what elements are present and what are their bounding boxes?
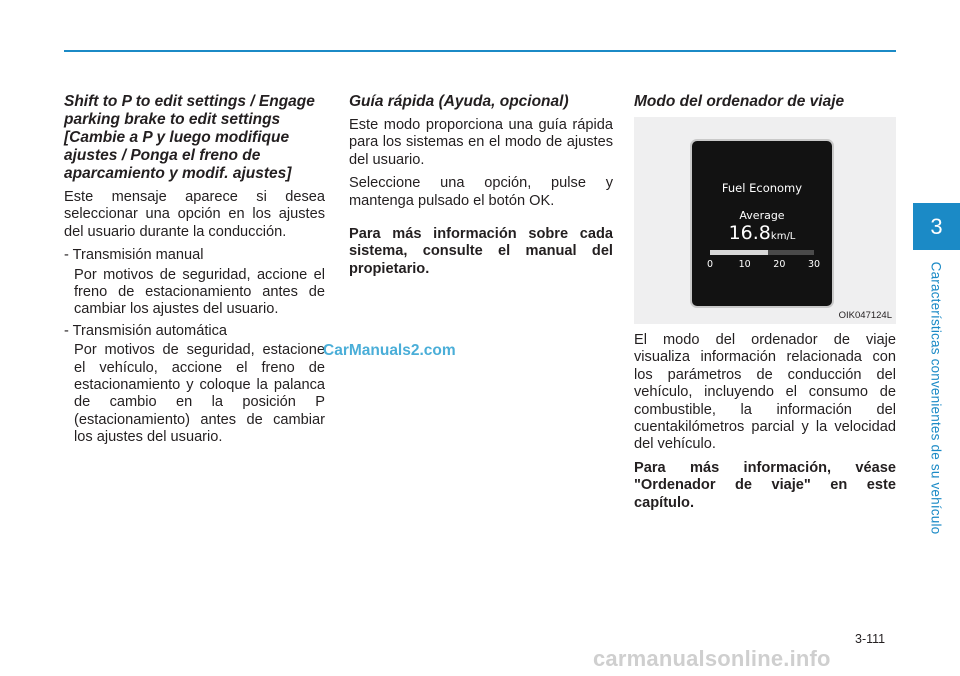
economy-bar-fill [710,250,768,255]
section-heading-quick-guide: Guía rápida (Ayuda, opcional) [349,93,569,110]
scale-tick-label: 10 [738,259,751,270]
manual-transmission-text: Por motivos de seguridad, accione el freno de estacionamiento antes de cambiar los ajustes del usuario. [74,266,325,318]
scale-tick-label: 0 [706,259,714,270]
section-heading-edit-settings: Shift to P to edit settings / Engage parking brake to edit settings [Cambie a P y luego modifique ajustes / Ponga el freno de aparcamiento y modif. ajustes] [64,93,315,182]
display-value: 16.8 [728,222,771,244]
column-3 [634,93,896,518]
paragraph-quick-guide: Este modo proporciona una guía rápida para los sistemas en el modo de ajustes del usuario. [349,117,613,168]
paragraph-more-info: Para más información sobre cada sistema, consulte el manual del propietario. [349,226,613,277]
column-1 [64,93,325,451]
paragraph-select-option: Seleccione una opción, pulse y mantenga pulsado el botón OK. [349,175,613,209]
scale-tick-label: 20 [773,259,786,270]
site-watermark: CarManuals2.com [323,342,456,359]
manual-transmission-label: - Transmisión manual [64,247,204,264]
paragraph-trip-computer: El modo del ordenador de viaje visualiza información relacionada con los parámetros de conducción del vehículo, incluyendo el consumo de combustible, la información del cuentakilómetros parcial y la velocidad del vehículo. [634,332,896,453]
page-number: 3-111 [855,632,886,646]
cluster-figure [634,117,896,324]
chapter-title-text: Características convenientes de su vehículo [928,261,944,535]
display-unit: km/L [770,231,796,242]
scale-tick-label: 30 [807,259,821,270]
paragraph-see-chapter: Para más información, véase "Ordenador de viaje" en este capítulo. [634,459,896,511]
paragraph-intro: Este mensaje aparece si desea seleccionar una opción en los ajustes del usuario durante la conducción. [64,189,325,240]
automatic-transmission-text: Por motivos de seguridad, estacione el vehículo, accione el freno de estacionamiento y coloque la palanca de cambio en la posición P (estacionamiento) antes de cambiar los ajustes del usuario. [74,342,325,446]
footer-watermark: carmanualsonline.info [593,646,831,671]
column-2 [349,93,613,284]
display-title: Fuel Economy [721,181,803,195]
display-value-line [692,222,832,244]
automatic-transmission-label: - Transmisión automática [64,322,228,339]
figure-code: OIK047124L [838,310,892,321]
display-label: Average [739,209,785,222]
header-rule [64,50,896,52]
economy-bar-track [710,250,814,255]
section-heading-trip-computer: Modo del ordenador de viaje [634,93,845,110]
cluster-display [690,139,834,308]
chapter-number-tab: 3 [913,203,960,250]
